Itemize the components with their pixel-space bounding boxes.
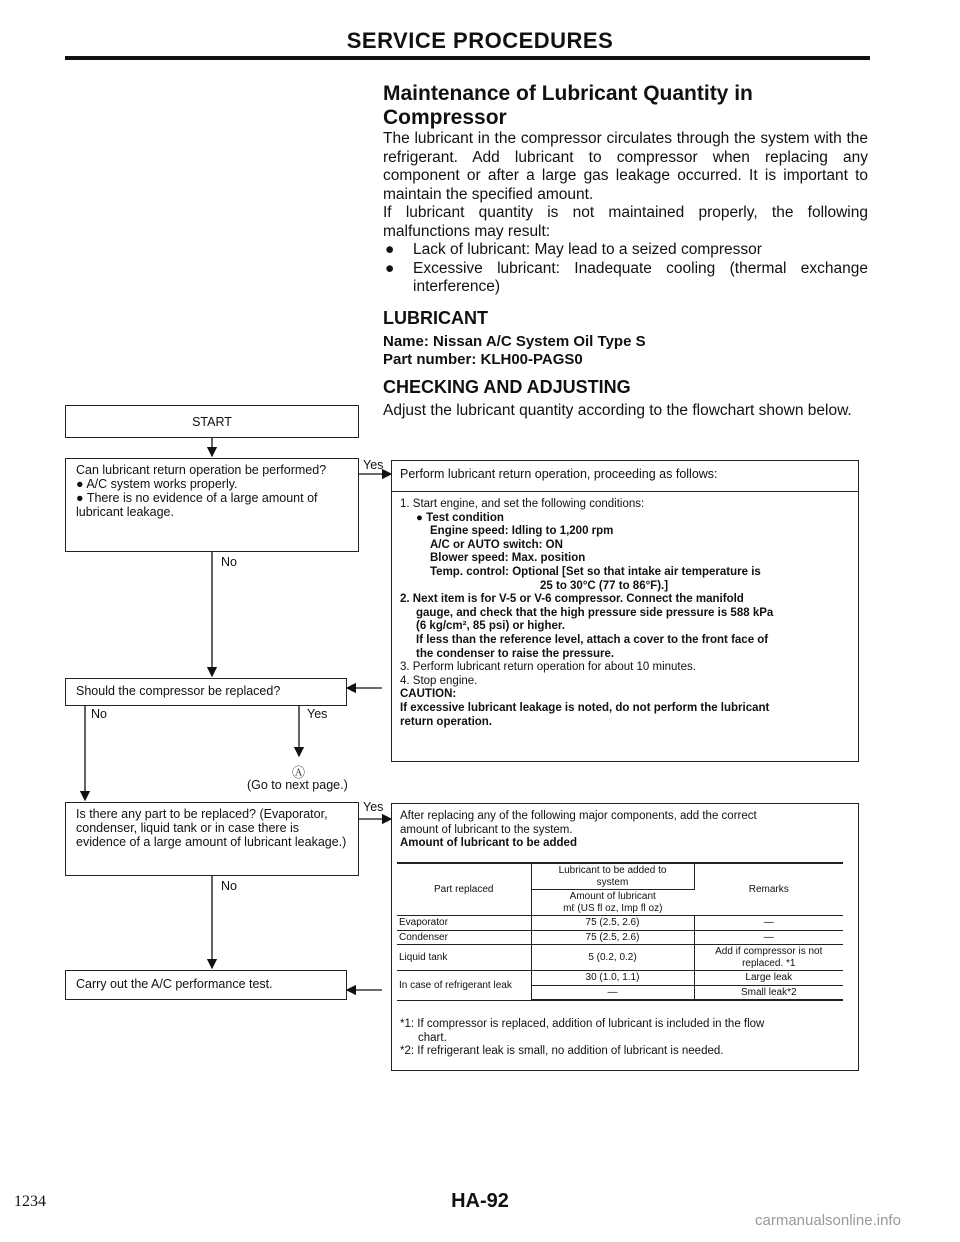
cell-remarks: Large leak <box>694 971 843 986</box>
cell-amount: 5 (0.2, 0.2) <box>531 945 694 971</box>
page-header-title: SERVICE PROCEDURES <box>346 28 614 53</box>
cond-3: Blower speed: Max. position <box>430 552 586 565</box>
table-row <box>397 930 843 945</box>
q1-item-text: A/C system works properly. <box>86 477 238 491</box>
bullet-dot: ● <box>385 241 395 258</box>
procedure-box <box>391 460 859 762</box>
amount-table-title: Amount of lubricant to be added <box>400 837 577 850</box>
q1-box <box>65 458 359 552</box>
step-4: 4. Stop engine. <box>400 674 478 687</box>
cell-part: In case of refrigerant leak <box>397 971 531 1001</box>
q1-item: ● There is no evidence of a large amount of lubricant leakage. <box>76 491 318 519</box>
table-row <box>397 916 843 931</box>
end-box <box>65 970 347 1000</box>
lubricant-part-number: Part number: KLH00-PAGS0 <box>383 351 583 368</box>
cell-remarks: — <box>694 930 843 945</box>
cell-remarks-line1: Add if compressor is not <box>715 946 823 957</box>
bullet-dot: ● <box>385 259 395 277</box>
cell-amount: 75 (2.5, 2.6) <box>531 930 694 945</box>
intro-para-1: The lubricant in the compressor circulates through the system with the refrigerant. Add lubricant to compressor when replacing any component or after a large gas leakage occurred. It is important to maintain the specified amount. <box>383 130 868 203</box>
table-notes <box>400 1018 850 1059</box>
q1-item: ● A/C system works properly. <box>76 477 238 491</box>
q1-item-text: There is no evidence of a large amount of lubricant leakage. <box>76 491 318 519</box>
q1-yes-label: Yes <box>363 458 384 472</box>
cell-amount: 75 (2.5, 2.6) <box>531 916 694 931</box>
start-box <box>65 405 359 438</box>
cell-remarks: Small leak*2 <box>694 985 843 1000</box>
q2-question: Should the compressor be replaced? <box>76 684 281 698</box>
note-2: *2: If refrigerant leak is small, no addition of lubricant is needed. <box>400 1045 724 1058</box>
q3-no-label: No <box>221 879 237 893</box>
goto-next-page: (Go to next page.) <box>247 778 348 792</box>
page-number-left: 1234 <box>14 1193 46 1210</box>
end-text: Carry out the A/C performance test. <box>76 977 273 991</box>
section-title: Maintenance of Lubricant Quantity in Compressor <box>383 82 753 129</box>
note-1a: *1: If compressor is replaced, addition of lubricant is included in the flow <box>400 1018 765 1030</box>
q1-question: Can lubricant return operation be performed? <box>76 463 327 477</box>
step-2a: 2. Next item is for V-5 or V-6 compressor. Connect the manifold <box>400 593 744 606</box>
cond-4: Temp. control: Optional [Set so that intake air temperature is <box>430 565 761 578</box>
q3-yes-label: Yes <box>363 800 384 814</box>
step-2e: the condenser to raise the pressure. <box>416 647 615 660</box>
lubricant-amount-table <box>397 862 843 1001</box>
procedure-steps <box>392 492 858 735</box>
cond-5: 25 to 30°C (77 to 86°F).] <box>540 579 669 592</box>
bullet-text: Excessive lubricant: Inadequate cooling (thermal exchange interference) <box>413 259 868 295</box>
cond-1: Engine speed: Idling to 1,200 rpm <box>430 525 614 538</box>
replacement-intro-1: After replacing any of the following major components, add the correct <box>400 810 757 822</box>
header-amount <box>531 890 694 916</box>
q2-yes-label: Yes <box>307 707 328 721</box>
caution-label: CAUTION: <box>400 688 457 701</box>
cell-amount: 30 (1.0, 1.1) <box>531 971 694 986</box>
replacement-intro-2: amount of lubricant to the system. <box>400 823 573 836</box>
cell-part: Evaporator <box>397 916 531 931</box>
checking-text: Adjust the lubricant quantity according to the flowchart shown below. <box>383 402 852 419</box>
step-1: 1. Start engine, and set the following conditions: <box>400 498 645 510</box>
page-code: HA-92 <box>451 1190 509 1212</box>
cell-amount: — <box>531 985 694 1000</box>
cell-part: Liquid tank <box>397 945 531 971</box>
header-lubricant-line2: system <box>596 876 629 888</box>
procedure-title: Perform lubricant return operation, proceeding as follows: <box>392 461 858 492</box>
header-part-replaced: Part replaced <box>397 863 531 916</box>
table-row <box>397 971 843 986</box>
cell-remarks: — <box>694 916 843 931</box>
step-2b: gauge, and check that the high pressure side pressure is 588 kPa <box>416 606 774 619</box>
caution-1: If excessive lubricant leakage is noted, do not perform the lubricant <box>400 701 770 714</box>
header-remarks: Remarks <box>694 863 843 916</box>
table-row <box>397 945 843 971</box>
step-2c: (6 kg/cm², 85 psi) or higher. <box>416 620 565 633</box>
start-label: START <box>192 414 232 429</box>
cond-2: A/C or AUTO switch: ON <box>430 538 563 551</box>
lubricant-name: Name: Nissan A/C System Oil Type S <box>383 333 646 350</box>
q3-question: Is there any part to be replaced? (Evaporator, condenser, liquid tank or in case there is evidence of a large amount of lubricant leakage.) <box>76 807 347 849</box>
connector-a: Ⓐ <box>292 765 306 780</box>
step-3: 3. Perform lubricant return operation for about 10 minutes. <box>400 661 696 674</box>
q3-box <box>65 802 359 876</box>
header-lubricant <box>531 863 694 890</box>
lubricant-heading: LUBRICANT <box>383 308 488 328</box>
intro-para-2: If lubricant quantity is not maintained properly, the following malfunctions may result: <box>383 204 868 240</box>
header-amount-line2: mℓ (US fl oz, Imp fl oz) <box>563 902 663 914</box>
cell-part: Condenser <box>397 930 531 945</box>
q2-box <box>65 678 347 706</box>
cell-remarks-line2: replaced. *1 <box>742 957 796 969</box>
step-2d: If less than the reference level, attach a cover to the front face of <box>416 633 769 646</box>
cell-remarks <box>694 945 843 971</box>
watermark: carmanualsonline.info <box>755 1212 901 1229</box>
bullet-text: Lack of lubricant: May lead to a seized compressor <box>413 241 762 258</box>
test-condition: ● Test condition <box>416 511 504 524</box>
q1-no-label: No <box>221 555 237 569</box>
replacement-intro <box>392 804 858 857</box>
checking-heading: CHECKING AND ADJUSTING <box>383 377 631 397</box>
note-1b: chart. <box>418 1031 447 1044</box>
caution-2: return operation. <box>400 715 493 728</box>
table-header-row <box>397 863 843 890</box>
q2-no-label: No <box>91 707 107 721</box>
header-lubricant-line1: Lubricant to be added to <box>558 865 667 876</box>
header-amount-line1: Amount of lubricant <box>569 891 656 902</box>
test-condition-title: Test condition <box>426 511 504 524</box>
